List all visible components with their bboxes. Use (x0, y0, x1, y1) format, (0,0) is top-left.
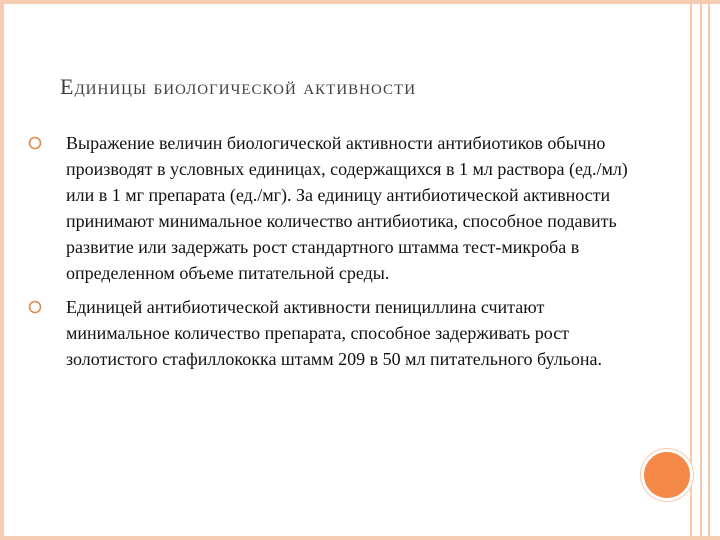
circle-bullet-icon (28, 300, 42, 314)
slide-title: Единицы биологической активности (60, 74, 417, 99)
decorative-right-line (708, 0, 710, 540)
bullet-text: Выражение величин биологической активности антибиотиков обычно производят в условных единицах, содержащихся в 1 мл раствора (ед./мл) или в 1 мг препарата (ед./мг). За единицу антибиотической активности принимают минимальное количество антибиотика, способное подавить развитие или задержать рост стандартного штамма тест-микроба в определенном объеме питательной среды. (66, 133, 628, 283)
decorative-accent-circle (641, 449, 693, 501)
frame-left-border (0, 0, 4, 540)
frame-top-border (0, 0, 720, 4)
bullet-item (28, 294, 628, 372)
bullet-list (28, 130, 628, 380)
bullet-item (28, 130, 628, 286)
bullet-text: Единицей антибиотической активности пенициллина считают минимальное количество препарата, способное задерживать рост золотистого стафиллококка штамм 209 в 50 мл питательного бульона. (66, 297, 603, 369)
decorative-right-line (700, 0, 702, 540)
circle-bullet-icon (28, 136, 42, 150)
decorative-right-line (690, 0, 692, 540)
frame-bottom-border (0, 536, 720, 540)
